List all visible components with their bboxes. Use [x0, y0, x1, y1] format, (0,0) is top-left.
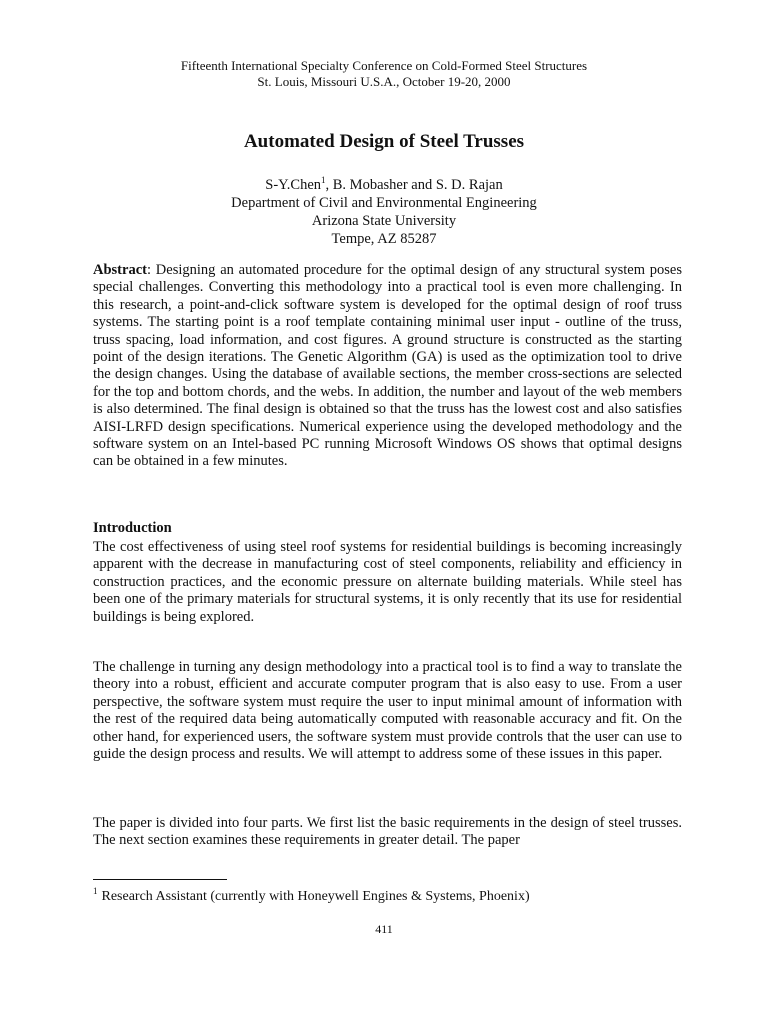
author-block: [0, 176, 768, 248]
first-author: S-Y.Chen: [265, 177, 322, 193]
author-university: Arizona State University: [311, 213, 457, 229]
other-authors: , B. Mobasher and S. D. Rajan: [325, 177, 503, 193]
abstract-text: : Designing an automated procedure for the optimal design of any structural system poses special challenges. Converting this methodology into a practical tool is even more challenging. In this research, a point-and-click software system is developed for the optimal design of roof truss systems. The starting point is a roof template containing minimal user input - outline of the truss, truss spacing, load information, and cost figures. A ground structure is constructed as the starting point of the design iterations. The Genetic Algorithm (GA) is used as the optimization tool to drive the design changes. Using the database of available sections, the member cross-sections are selected for the top and bottom chords, and the webs. In addition, the number and layout of the web members is also determined. The final design is obtained so that the truss has the lowest cost and also satisfies AISI-LRFD design specifications. Numerical experience using the developed methodology and the software system on an Intel-based PC running Microsoft Windows OS shows that optimal designs can be obtained in a few minutes.: [93, 262, 682, 470]
paper-title: Automated Design of Steel Trusses: [243, 131, 525, 152]
footnote-marker: 1: [321, 175, 326, 186]
abstract-paragraph: [93, 262, 682, 471]
author-line: [0, 176, 768, 194]
author-city: Tempe, AZ 85287: [331, 231, 437, 247]
footnote-mark: 1: [93, 886, 98, 897]
abstract-label: Abstract: [93, 262, 147, 278]
conference-header: [0, 58, 768, 90]
footnote-divider: [93, 879, 227, 880]
conference-name: Fifteenth International Specialty Conference on Cold-Formed Steel Structures: [180, 58, 588, 73]
page-number: 411: [375, 922, 393, 936]
intro-paragraph-2: The challenge in turning any design methodology into a practical tool is to find a way to translate the theory into a robust, efficient and accurate computer program that is also easy to use. From a user perspective, the software system must require the user to input minimal amount of information with the rest of the required data being automatically computed with reasonable accuracy and fit. On the other hand, for experienced users, the software system must provide controls that the user can use to guide the design process and results. We will attempt to address some of these issues in this paper.: [93, 659, 682, 763]
footnote-text: Research Assistant (currently with Honeywell Engines & Systems, Phoenix): [101, 889, 530, 904]
intro-paragraph-3: The paper is divided into four parts. We first list the basic requirements in the design of steel trusses. The next section examines these requirements in greater detail. The paper: [93, 815, 682, 849]
conference-location: St. Louis, Missouri U.S.A., October 19-20, 2000: [257, 74, 511, 89]
intro-paragraph-1: The cost effectiveness of using steel roof systems for residential buildings is becoming increasingly apparent with the decrease in manufacturing cost of steel components, reliability and efficiency in construction practices, and the economic pressure on alternate building materials. While steel has been one of the primary materials for structural systems, it is only recently that its use for residential buildings is being explored.: [93, 539, 682, 625]
footnote: [93, 888, 682, 906]
section-heading-introduction: Introduction: [93, 520, 172, 536]
author-department: Department of Civil and Environmental Engineering: [231, 195, 537, 211]
